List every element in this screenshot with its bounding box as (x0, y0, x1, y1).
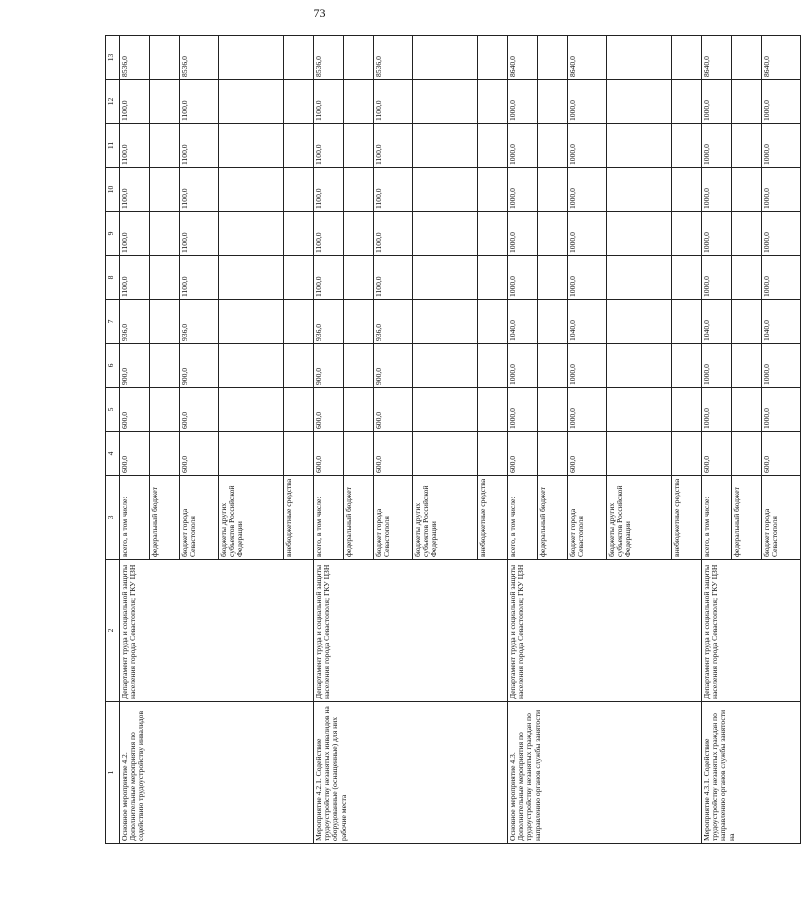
funding-source: федеральный бюджет (538, 476, 568, 560)
amount-cell (607, 344, 672, 388)
amount-cell (413, 36, 478, 80)
amount-cell: 8640,0 (702, 36, 732, 80)
amount-cell: 1000,0 (568, 388, 607, 432)
column-header-10: 10 (106, 168, 120, 212)
funding-source: всего, в том числе: (314, 476, 344, 560)
amount-cell (538, 124, 568, 168)
amount-cell (284, 36, 314, 80)
amount-cell: 1000,0 (762, 124, 801, 168)
amount-cell: 900,0 (180, 344, 219, 388)
amount-cell (413, 300, 478, 344)
amount-cell (344, 124, 374, 168)
amount-cell: 600,0 (374, 432, 413, 476)
activity-name: Мероприятие 4.3.1. Содействие трудоустройству незанятых граждан по направлению органов службы занятости на (702, 702, 801, 844)
amount-cell: 1000,0 (508, 388, 538, 432)
amount-cell (732, 124, 762, 168)
funding-source: бюджет города Севастополя (374, 476, 413, 560)
amount-cell (538, 36, 568, 80)
amount-cell (732, 36, 762, 80)
amount-cell (284, 300, 314, 344)
amount-cell (219, 36, 284, 80)
amount-cell (150, 300, 180, 344)
amount-cell (607, 124, 672, 168)
amount-cell: 1000,0 (762, 388, 801, 432)
funding-source: бюджет города Севастополя (568, 476, 607, 560)
activity-name: Мероприятие 4.2.1. Содействие трудоустройству незанятых инвалидов на оборудованные (оснащенные) для них рабочие места (314, 702, 508, 844)
table-row (702, 36, 732, 844)
amount-cell: 8536,0 (180, 36, 219, 80)
amount-cell (413, 388, 478, 432)
amount-cell: 1100,0 (180, 212, 219, 256)
amount-cell (284, 388, 314, 432)
amount-cell (344, 212, 374, 256)
amount-cell: 8640,0 (568, 36, 607, 80)
table-body (120, 36, 801, 844)
amount-cell (344, 432, 374, 476)
column-header-1: 1 (106, 702, 120, 844)
amount-cell: 1100,0 (120, 168, 150, 212)
amount-cell (732, 344, 762, 388)
amount-cell: 900,0 (120, 344, 150, 388)
amount-cell (219, 168, 284, 212)
activity-name: Основное мероприятие 4.2. Дополнительные мероприятия по содействию трудоустройству инвалидов (120, 702, 314, 844)
amount-cell (150, 212, 180, 256)
amount-cell: 8536,0 (120, 36, 150, 80)
amount-cell (732, 300, 762, 344)
column-header-6: 6 (106, 344, 120, 388)
funding-source: бюджеты других субъектов Российской Федерации (607, 476, 672, 560)
amount-cell: 600,0 (180, 388, 219, 432)
amount-cell: 1000,0 (762, 168, 801, 212)
amount-cell (219, 432, 284, 476)
amount-cell (607, 168, 672, 212)
amount-cell (672, 124, 702, 168)
amount-cell: 1100,0 (314, 80, 344, 124)
header-row (106, 36, 120, 844)
amount-cell (413, 80, 478, 124)
amount-cell (732, 168, 762, 212)
amount-cell: 600,0 (180, 432, 219, 476)
amount-cell: 600,0 (120, 432, 150, 476)
amount-cell: 1040,0 (762, 300, 801, 344)
amount-cell: 1100,0 (374, 168, 413, 212)
amount-cell (344, 388, 374, 432)
column-header-8: 8 (106, 256, 120, 300)
column-header-5: 5 (106, 388, 120, 432)
amount-cell (478, 124, 508, 168)
amount-cell: 1100,0 (120, 124, 150, 168)
amount-cell (150, 388, 180, 432)
amount-cell: 936,0 (120, 300, 150, 344)
amount-cell: 1000,0 (702, 80, 732, 124)
amount-cell (478, 256, 508, 300)
amount-cell: 936,0 (314, 300, 344, 344)
amount-cell (538, 80, 568, 124)
amount-cell (607, 212, 672, 256)
table-row (120, 36, 150, 844)
amount-cell: 1000,0 (568, 124, 607, 168)
amount-cell (732, 432, 762, 476)
amount-cell (413, 168, 478, 212)
amount-cell (413, 212, 478, 256)
amount-cell: 1000,0 (508, 124, 538, 168)
amount-cell (284, 124, 314, 168)
table-row (314, 36, 344, 844)
amount-cell (478, 168, 508, 212)
amount-cell (219, 124, 284, 168)
funding-source: всего, в том числе: (702, 476, 732, 560)
amount-cell: 936,0 (374, 300, 413, 344)
amount-cell: 936,0 (180, 300, 219, 344)
amount-cell (607, 80, 672, 124)
amount-cell (150, 256, 180, 300)
amount-cell (219, 344, 284, 388)
amount-cell: 1100,0 (180, 256, 219, 300)
amount-cell: 600,0 (702, 432, 732, 476)
funding-source: федеральный бюджет (344, 476, 374, 560)
amount-cell (413, 344, 478, 388)
funding-source: всего, в том числе: (508, 476, 538, 560)
amount-cell (478, 36, 508, 80)
amount-cell (284, 80, 314, 124)
funding-source: бюджеты других субъектов Российской Федерации (219, 476, 284, 560)
amount-cell (219, 388, 284, 432)
amount-cell: 1100,0 (314, 124, 344, 168)
amount-cell (732, 256, 762, 300)
amount-cell (150, 80, 180, 124)
amount-cell: 1000,0 (568, 168, 607, 212)
amount-cell: 1000,0 (702, 168, 732, 212)
amount-cell: 1100,0 (314, 256, 344, 300)
column-header-9: 9 (106, 212, 120, 256)
amount-cell: 1100,0 (120, 256, 150, 300)
amount-cell: 1000,0 (568, 80, 607, 124)
amount-cell: 1100,0 (180, 168, 219, 212)
amount-cell: 1000,0 (702, 212, 732, 256)
amount-cell (344, 36, 374, 80)
amount-cell: 1000,0 (702, 124, 732, 168)
amount-cell: 600,0 (508, 432, 538, 476)
amount-cell: 1040,0 (508, 300, 538, 344)
amount-cell: 1000,0 (568, 256, 607, 300)
amount-cell (219, 300, 284, 344)
column-header-12: 12 (106, 80, 120, 124)
amount-cell: 600,0 (568, 432, 607, 476)
amount-cell: 1000,0 (702, 388, 732, 432)
amount-cell (478, 344, 508, 388)
executor-name: Департамент труда и социальной защиты населения города Севастополя; ГКУ ЦЗН (702, 560, 801, 702)
amount-cell: 1100,0 (374, 124, 413, 168)
column-header-11: 11 (106, 124, 120, 168)
funding-source: бюджет города Севастополя (180, 476, 219, 560)
amount-cell (478, 388, 508, 432)
column-header-3: 3 (106, 476, 120, 560)
amount-cell (284, 168, 314, 212)
amount-cell (607, 388, 672, 432)
amount-cell (607, 256, 672, 300)
amount-cell (538, 388, 568, 432)
amount-cell (344, 300, 374, 344)
amount-cell: 1000,0 (702, 256, 732, 300)
amount-cell (672, 80, 702, 124)
amount-cell: 1100,0 (314, 168, 344, 212)
amount-cell: 900,0 (374, 344, 413, 388)
amount-cell (284, 344, 314, 388)
column-header-7: 7 (106, 300, 120, 344)
amount-cell (413, 256, 478, 300)
amount-cell (672, 168, 702, 212)
amount-cell (413, 124, 478, 168)
amount-cell: 1100,0 (180, 80, 219, 124)
amount-cell: 600,0 (120, 388, 150, 432)
amount-cell (607, 432, 672, 476)
amount-cell: 1000,0 (508, 80, 538, 124)
amount-cell (219, 80, 284, 124)
amount-cell (150, 124, 180, 168)
amount-cell (478, 212, 508, 256)
amount-cell (672, 212, 702, 256)
amount-cell: 1100,0 (374, 80, 413, 124)
amount-cell: 1000,0 (508, 168, 538, 212)
amount-cell: 900,0 (314, 344, 344, 388)
amount-cell (150, 36, 180, 80)
funding-source: бюджеты других субъектов Российской Федерации (413, 476, 478, 560)
amount-cell: 1000,0 (508, 344, 538, 388)
amount-cell (672, 36, 702, 80)
amount-cell (538, 168, 568, 212)
amount-cell: 8640,0 (762, 36, 801, 80)
executor-name: Департамент труда и социальной защиты населения города Севастополя; ГКУ ЦЗН (120, 560, 314, 702)
funding-source: федеральный бюджет (732, 476, 762, 560)
amount-cell (219, 256, 284, 300)
column-header-2: 2 (106, 560, 120, 702)
amount-cell (732, 212, 762, 256)
amount-cell (607, 300, 672, 344)
amount-cell (672, 344, 702, 388)
amount-cell: 1100,0 (120, 212, 150, 256)
amount-cell (478, 300, 508, 344)
amount-cell: 1000,0 (762, 212, 801, 256)
amount-cell (150, 432, 180, 476)
activity-name: Основное мероприятие 4.3. Дополнительные мероприятия по трудоустройству незанятых граждан по направлению органов службы занятости (508, 702, 702, 844)
executor-name: Департамент труда и социальной защиты населения города Севастополя; ГКУ ЦЗН (508, 560, 702, 702)
amount-cell: 1100,0 (374, 256, 413, 300)
amount-cell (344, 168, 374, 212)
table-region (105, 36, 780, 844)
amount-cell: 600,0 (762, 432, 801, 476)
amount-cell: 1040,0 (702, 300, 732, 344)
funding-source: внебюджетные средства (478, 476, 508, 560)
amount-cell: 1000,0 (568, 344, 607, 388)
amount-cell: 1000,0 (508, 212, 538, 256)
amount-cell (538, 212, 568, 256)
amount-cell (284, 212, 314, 256)
funding-source: внебюджетные средства (284, 476, 314, 560)
amount-cell: 1000,0 (702, 344, 732, 388)
amount-cell: 600,0 (374, 388, 413, 432)
amount-cell (284, 432, 314, 476)
funding-source: федеральный бюджет (150, 476, 180, 560)
amount-cell (538, 256, 568, 300)
amount-cell (672, 256, 702, 300)
amount-cell (344, 344, 374, 388)
amount-cell: 1000,0 (762, 256, 801, 300)
funding-source: внебюджетные средства (672, 476, 702, 560)
amount-cell (538, 344, 568, 388)
amount-cell (538, 300, 568, 344)
amount-cell: 1000,0 (762, 344, 801, 388)
amount-cell: 600,0 (314, 388, 344, 432)
table-row (508, 36, 538, 844)
amount-cell: 1000,0 (568, 212, 607, 256)
amount-cell: 600,0 (314, 432, 344, 476)
amount-cell: 8640,0 (508, 36, 538, 80)
amount-cell: 8536,0 (314, 36, 344, 80)
budget-table (105, 35, 801, 844)
amount-cell (672, 388, 702, 432)
column-header-4: 4 (106, 432, 120, 476)
amount-cell: 1000,0 (762, 80, 801, 124)
page-number: 73 (313, 6, 326, 20)
amount-cell (344, 256, 374, 300)
amount-cell (150, 344, 180, 388)
amount-cell: 1100,0 (120, 80, 150, 124)
rotated-sheet (105, 36, 780, 844)
amount-cell (344, 80, 374, 124)
amount-cell (219, 212, 284, 256)
amount-cell: 1040,0 (568, 300, 607, 344)
amount-cell (607, 36, 672, 80)
amount-cell (478, 80, 508, 124)
funding-source: бюджет города Севастополя (762, 476, 801, 560)
amount-cell: 8536,0 (374, 36, 413, 80)
amount-cell (538, 432, 568, 476)
amount-cell: 1000,0 (508, 256, 538, 300)
amount-cell (732, 80, 762, 124)
amount-cell (478, 432, 508, 476)
executor-name: Департамент труда и социальной защиты населения города Севастополя; ГКУ ЦЗН (314, 560, 508, 702)
funding-source: всего, в том числе: (120, 476, 150, 560)
column-header-13: 13 (106, 36, 120, 80)
amount-cell (732, 388, 762, 432)
amount-cell (672, 432, 702, 476)
amount-cell: 1100,0 (374, 212, 413, 256)
amount-cell: 1100,0 (180, 124, 219, 168)
amount-cell (150, 168, 180, 212)
amount-cell (413, 432, 478, 476)
amount-cell (284, 256, 314, 300)
amount-cell: 1100,0 (314, 212, 344, 256)
amount-cell (672, 300, 702, 344)
